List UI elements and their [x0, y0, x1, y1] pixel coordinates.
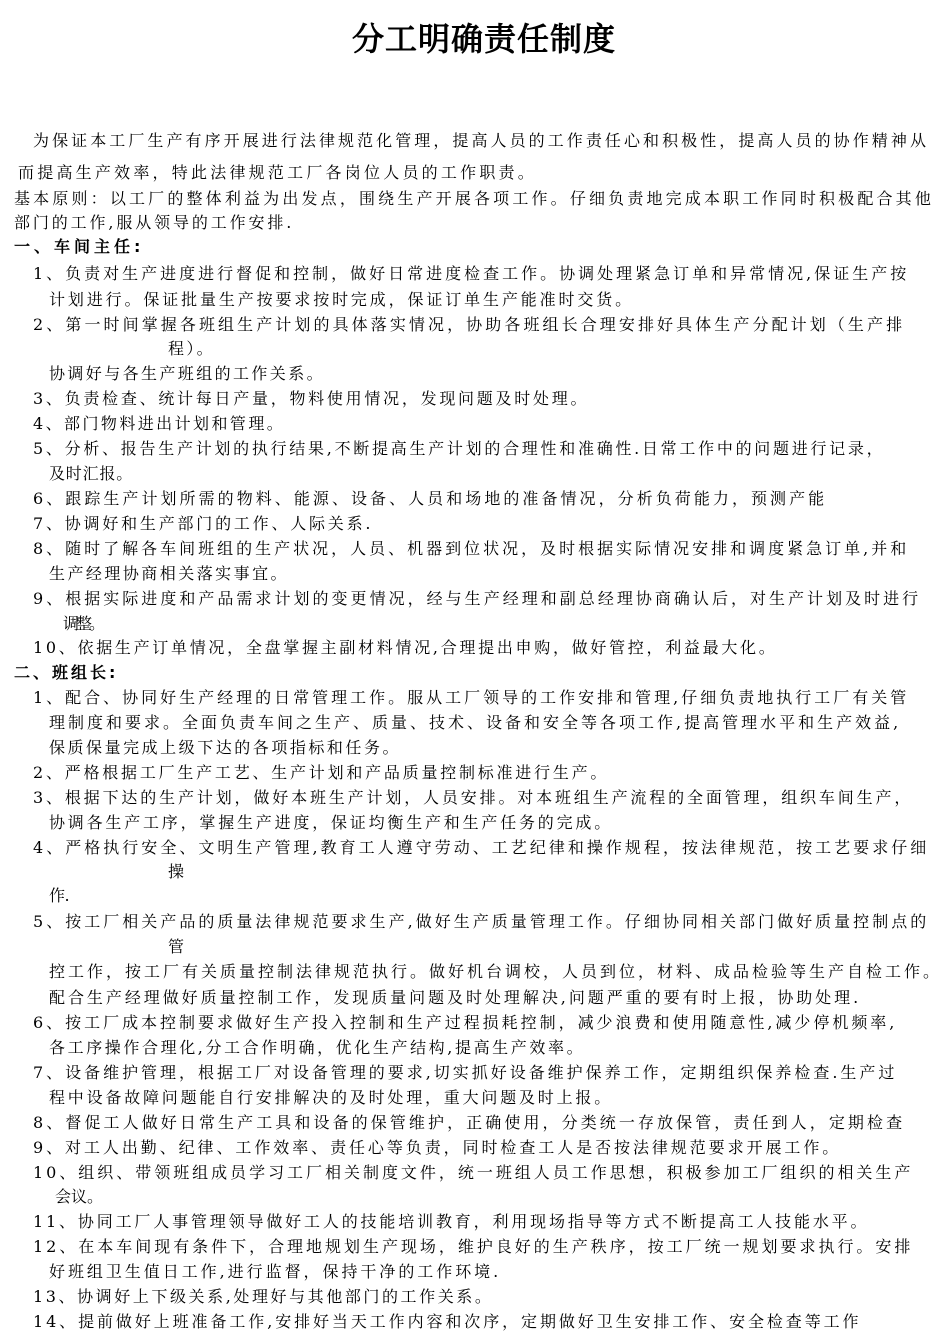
document-title: 分工明确责任制度 [351, 20, 616, 58]
body-line: 6、按工厂成本控制要求做好生产投入控制和生产过程损耗控制，减少浪费和使用随意性,减少停机频率, [33, 1013, 898, 1032]
section-heading: 一、车间主任: [14, 237, 145, 256]
body-line: 协调好与各生产班组的工作关系。 [49, 364, 326, 383]
body-line: 保质保量完成上级下达的各项指标和任务。 [49, 738, 402, 757]
body-line: 操 [168, 862, 187, 881]
body-line: 生产经理协商相关落实事宜。 [49, 564, 290, 583]
body-line: 14、提前做好上班准备工作,安排好当天工作内容和次序，定期做好卫生安排工作、安全检查等工作 [33, 1312, 862, 1331]
body-line: 1、负责对生产进度进行督促和控制，做好日常进度检查工作。协调处理紧急订单和异常情况,保证生产按 [33, 264, 910, 283]
body-line: 5、按工厂相关产品的质量法律规范要求生产,做好生产质量管理工作。仔细协同相关部门做好质量控制点的 [33, 912, 930, 931]
body-line: 及时汇报。 [49, 464, 134, 483]
body-line: 配合生产经理做好质量控制工作，发现质量问题及时处理解决,问题严重的要有时上报，协助处理. [49, 988, 862, 1007]
body-line: 计划进行。保证批量生产按要求按时完成，保证订单生产能准时交货。 [49, 290, 635, 309]
body-line: 4、部门物料进出计划和管理。 [33, 414, 286, 433]
body-line: 13、协调好上下级关系,处理好与其他部门的工作关系。 [33, 1287, 494, 1306]
body-line: 12、在本车间现有条件下，合理地规划生产现场，维护良好的生产秩序，按工厂统一规划要求执行。安排 [33, 1237, 914, 1256]
body-line: 而提高生产效率，特此法律规范工厂各岗位人员的工作职责。 [18, 163, 538, 182]
body-line: 3、负责检查、统计每日产量，物料使用情况，发现问题及时处理。 [33, 389, 590, 408]
body-line: 程）。 [168, 339, 216, 358]
body-line: 为保证本工厂生产有序开展进行法律规范化管理，提高人员的工作责任心和积极性，提高人员的协作精神从 [33, 131, 930, 150]
body-line: 11、协同工厂人事管理领导做好工人的技能培训教育，利用现场指导等方式不断提高工人技能水平。 [33, 1212, 870, 1231]
body-line: 1、配合、协同好生产经理的日常管理工作。服从工厂领导的工作安排和管理,仔细负责地执行工厂有关管 [33, 688, 910, 707]
body-line: 好班组卫生值日工作,进行监督，保持干净的工作环境. [49, 1262, 502, 1281]
section-heading: 二、班组长: [14, 663, 119, 682]
body-line: 各工序操作合理化,分工合作明确，优化生产结构,提高生产效率。 [49, 1038, 586, 1057]
body-line: 调整。 [63, 614, 103, 633]
body-line: 9、对工人出勤、纪律、工作效率、责任心等负责，同时检查工人是否按法律规范要求开展工作。 [33, 1138, 842, 1157]
body-line: 会议。 [55, 1187, 104, 1206]
body-line: 8、督促工人做好日常生产工具和设备的保管维护，正确使用，分类统一存放保管，责任到人，定期检查 [33, 1113, 906, 1132]
body-line: 6、跟踪生产计划所需的物料、能源、设备、人员和场地的准备情况，分析负荷能力，预测产能 [33, 489, 828, 508]
body-line: 2、严格根据工厂生产工艺、生产计划和产品质量控制标准进行生产。 [33, 763, 610, 782]
body-line: 协调各生产工序，掌握生产进度，保证均衡生产和生产任务的完成。 [49, 813, 614, 832]
body-line: 7、协调好和生产部门的工作、人际关系. [33, 514, 374, 533]
body-line: 2、第一时间掌握各班组生产计划的具体落实情况，协助各班组长合理安排好具体生产分配计划（生产排 [33, 315, 906, 334]
body-line: 程中设备故障问题能自行安排解决的及时处理，重大问题及时上报。 [49, 1088, 614, 1107]
body-line: 控工作，按工厂有关质量控制法律规范执行。做好机台调校，人员到位，材料、成品检验等生产自检工作。 [49, 962, 943, 981]
body-line: 3、根据下达的生产计划，做好本班生产计划，人员安排。对本班组生产流程的全面管理，组织车间生产， [33, 788, 914, 807]
body-line: 10、依据生产订单情况，全盘掌握主副材料情况,合理提出申购，做好管控，利益最大化。 [33, 638, 778, 657]
body-line: 5、分析、报告生产计划的执行结果,不断提高生产计划的合理性和准确性.日常工作中的问题进行记录， [33, 439, 886, 458]
body-line: 8、随时了解各车间班组的生产状况，人员、机器到位状况，及时根据实际情况安排和调度紧急订单,并和 [33, 539, 910, 558]
body-line: 部门的工作,服从领导的工作安排. [14, 213, 295, 232]
body-line: 9、根据实际进度和产品需求计划的变更情况，经与生产经理和副总经理协商确认后，对生产计划及时进行 [33, 589, 922, 608]
body-line: 理制度和要求。全面负责车间之生产、质量、技术、设备和安全等各项工作,提高管理水平和生产效益, [49, 713, 902, 732]
body-line: 基本原则：以工厂的整体利益为出发点，围绕生产开展各项工作。仔细负责地完成本职工作同时积极配合其他 [14, 189, 935, 208]
body-line: 10、组织、带领班组成员学习工厂相关制度文件，统一班组人员工作思想，积极参加工厂组织的相关生产 [33, 1163, 914, 1182]
body-line: 4、严格执行安全、文明生产管理,教育工人遵守劳动、工艺纪律和操作规程，按法律规范，按工艺要求仔细 [33, 838, 930, 857]
body-line: 管 [168, 937, 187, 956]
body-line: 作. [49, 886, 70, 905]
body-line: 7、设备维护管理，根据工厂对设备管理的要求,切实抓好设备维护保养工作，定期组织保养检查.生产过 [33, 1063, 898, 1082]
